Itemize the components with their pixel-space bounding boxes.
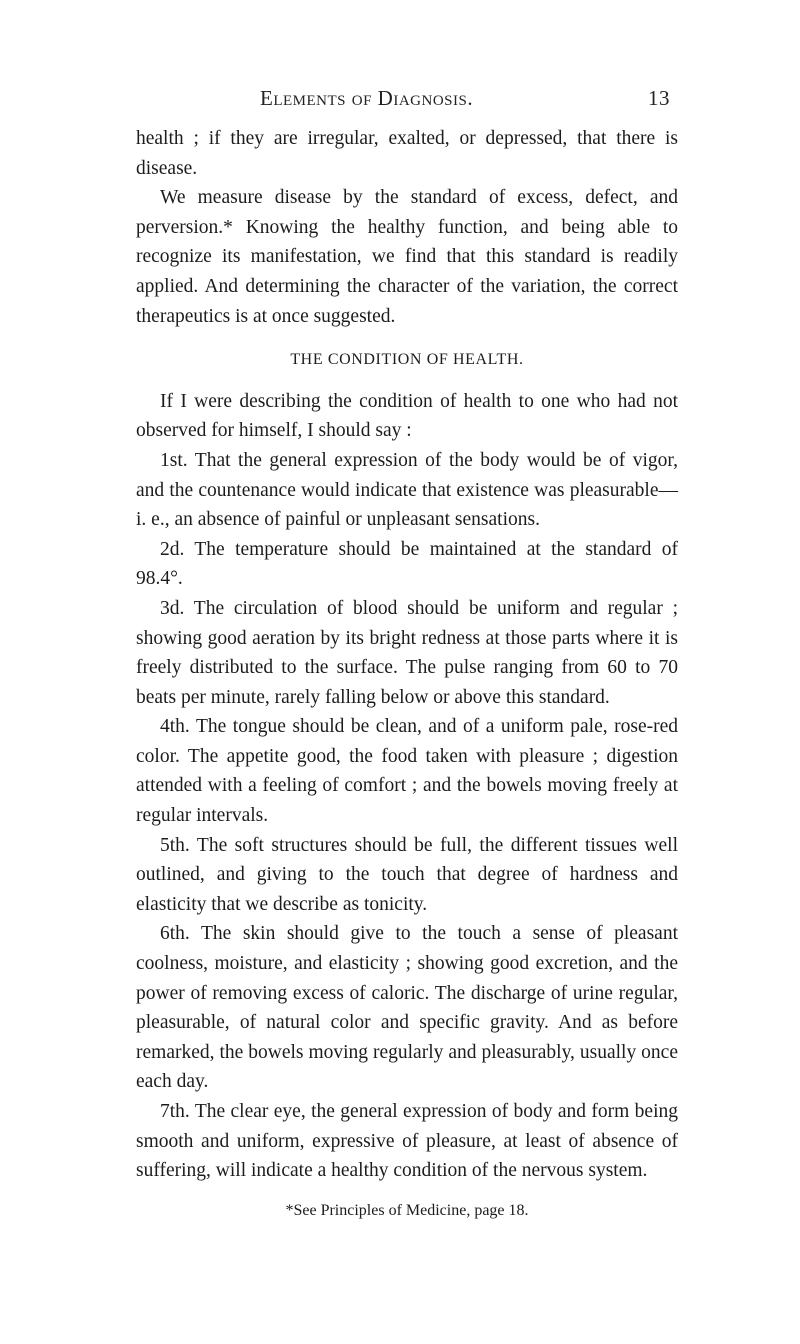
section-intro: If I were describing the condition of health to one who had not observed for himself, I should say : (136, 390, 678, 442)
list-item-3d: 3d. The circulation of blood should be uniform and regular ; showing good aeration by its bright redness at those parts where it is freely distributed to the surface. The pulse ranging from 60 to 70 beats per minute, rarely falling below or above this standard. (136, 597, 678, 708)
section-heading: THE CONDITION OF HEALTH. (290, 351, 524, 369)
list-item-1st: 1st. That the general expression of the body would be of vigor, and the countenance would indicate that existence was pleasurable—i. e., an absence of painful or unpleasant sensations. (136, 449, 678, 531)
list-item-4th: 4th. The tongue should be clean, and of a uniform pale, rose-red color. The appetite good, the food taken with pleasure ; digestion attended with a feeling of comfort ; and the bowels moving freely at regular intervals. (136, 716, 678, 827)
page-number: 13 (648, 86, 670, 110)
list-item-7th: 7th. The clear eye, the general expression of body and form being smooth and uniform, expressive of pleasure, at least of absence of suffering, will indicate a healthy condition of the nervous system. (136, 1101, 678, 1182)
body-text (136, 124, 678, 1225)
list-item-2d: 2d. The temperature should be maintained at the standard of 98.4°. (136, 538, 678, 590)
list-item-6th: 6th. The skin should give to the touch a sense of pleasant coolness, moisture, and elasticity ; showing good excretion, and the power of removing excess of caloric. The discharge of urine regular, pleasurable, of natural color and specific gravity. And as before remarked, the bowels moving regularly and pleasurably, usually once each day. (136, 923, 678, 1093)
running-head-title: Elements of Diagnosis. (260, 86, 474, 110)
paragraph-measure-disease: We measure disease by the standard of excess, defect, and perversion.* Knowing the healthy function, and being able to recognize its manifestation, we find that this standard is readily applied. And determining the character of the variation, the correct therapeutics is at once suggested. (136, 187, 678, 327)
list-item-5th: 5th. The soft structures should be full, the different tissues well outlined, and giving to the touch that degree of hardness and elasticity that we describe as tonicity. (136, 834, 678, 915)
paragraph-continued: health ; if they are irregular, exalted, or depressed, that there is disease. (136, 128, 678, 179)
footnote: *See Principles of Medicine, page 18. (285, 1201, 529, 1219)
